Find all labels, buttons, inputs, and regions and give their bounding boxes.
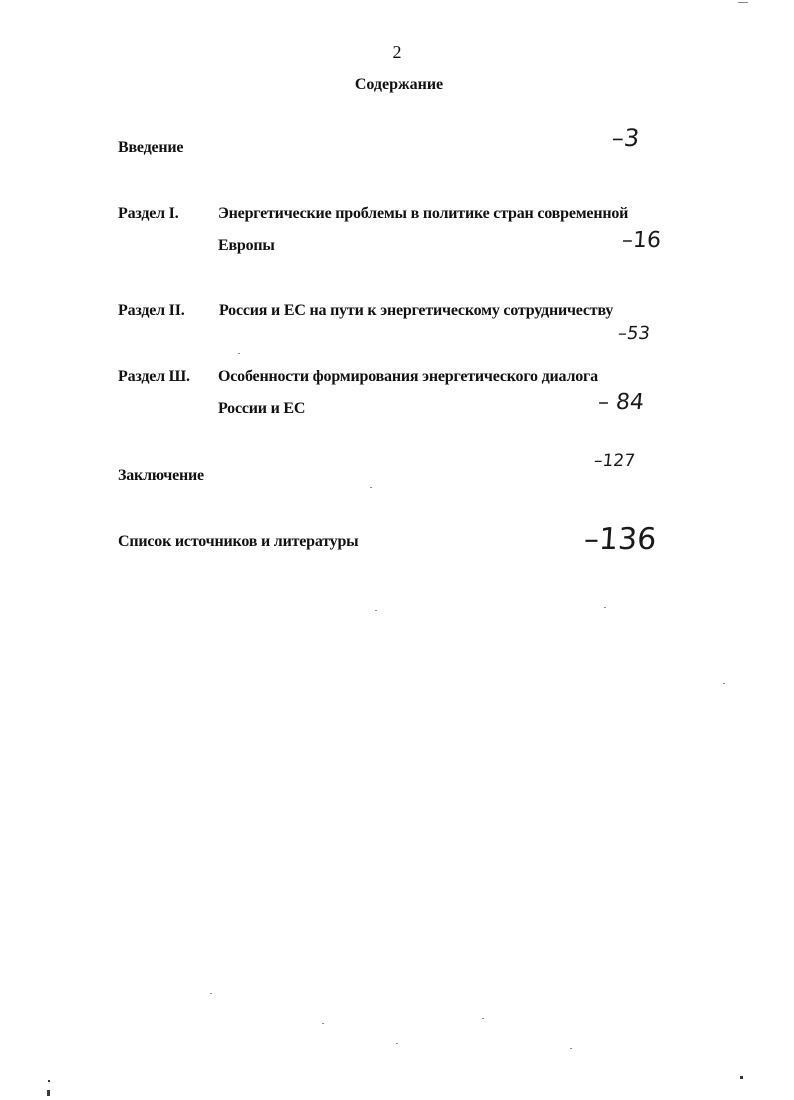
toc-entry-section-2-title-line1: Россия и ЕС на пути к энергетическому сотрудничеству [219,302,614,319]
toc-entry-section-1-title-line2: Европы [218,237,275,254]
toc-entry-section-1-label: Раздел I. [118,205,179,222]
scan-speck [370,487,372,488]
toc-entry-section-3-label: Раздел Ш. [118,368,190,385]
scan-speck [375,610,377,611]
toc-entry-section-2-page: –53 [616,323,652,344]
scan-speck [396,1043,398,1044]
toc-entry-intro-label: Введение [118,139,184,156]
scan-speck [723,683,725,684]
toc-entry-bibliography-label: Список источников и литературы [118,533,359,550]
scan-speck [47,1090,50,1096]
toc-entry-section-2-label: Раздел II. [118,302,185,319]
scan-speck [570,1048,572,1049]
toc-entry-section-1-page: –16 [621,228,662,253]
toc-entry-section-3-page: – 84 [596,390,646,415]
page-number: 2 [392,42,402,62]
scan-speck [738,2,748,3]
toc-entry-section-1-title-line1: Энергетические проблемы в политике стран современной [218,205,629,222]
scan-speck [238,353,240,354]
toc-entry-conclusion-page: –127 [592,451,637,471]
toc-entry-section-3-title-line1: Особенности формирования энергетического диалога [218,368,598,385]
toc-entry-intro-page: –3 [610,124,641,152]
scan-speck [210,993,212,994]
scan-speck [482,1018,484,1019]
scan-speck [48,1080,50,1082]
toc-entry-bibliography-page: –136 [582,522,658,557]
toc-entry-section-3-title-line2: России и ЕС [218,400,306,417]
toc-entry-conclusion-label: Заключение [118,467,204,484]
page-title: Содержание [354,76,444,93]
scan-speck [740,1076,743,1079]
scan-speck [322,1023,324,1024]
scan-speck [604,607,606,608]
